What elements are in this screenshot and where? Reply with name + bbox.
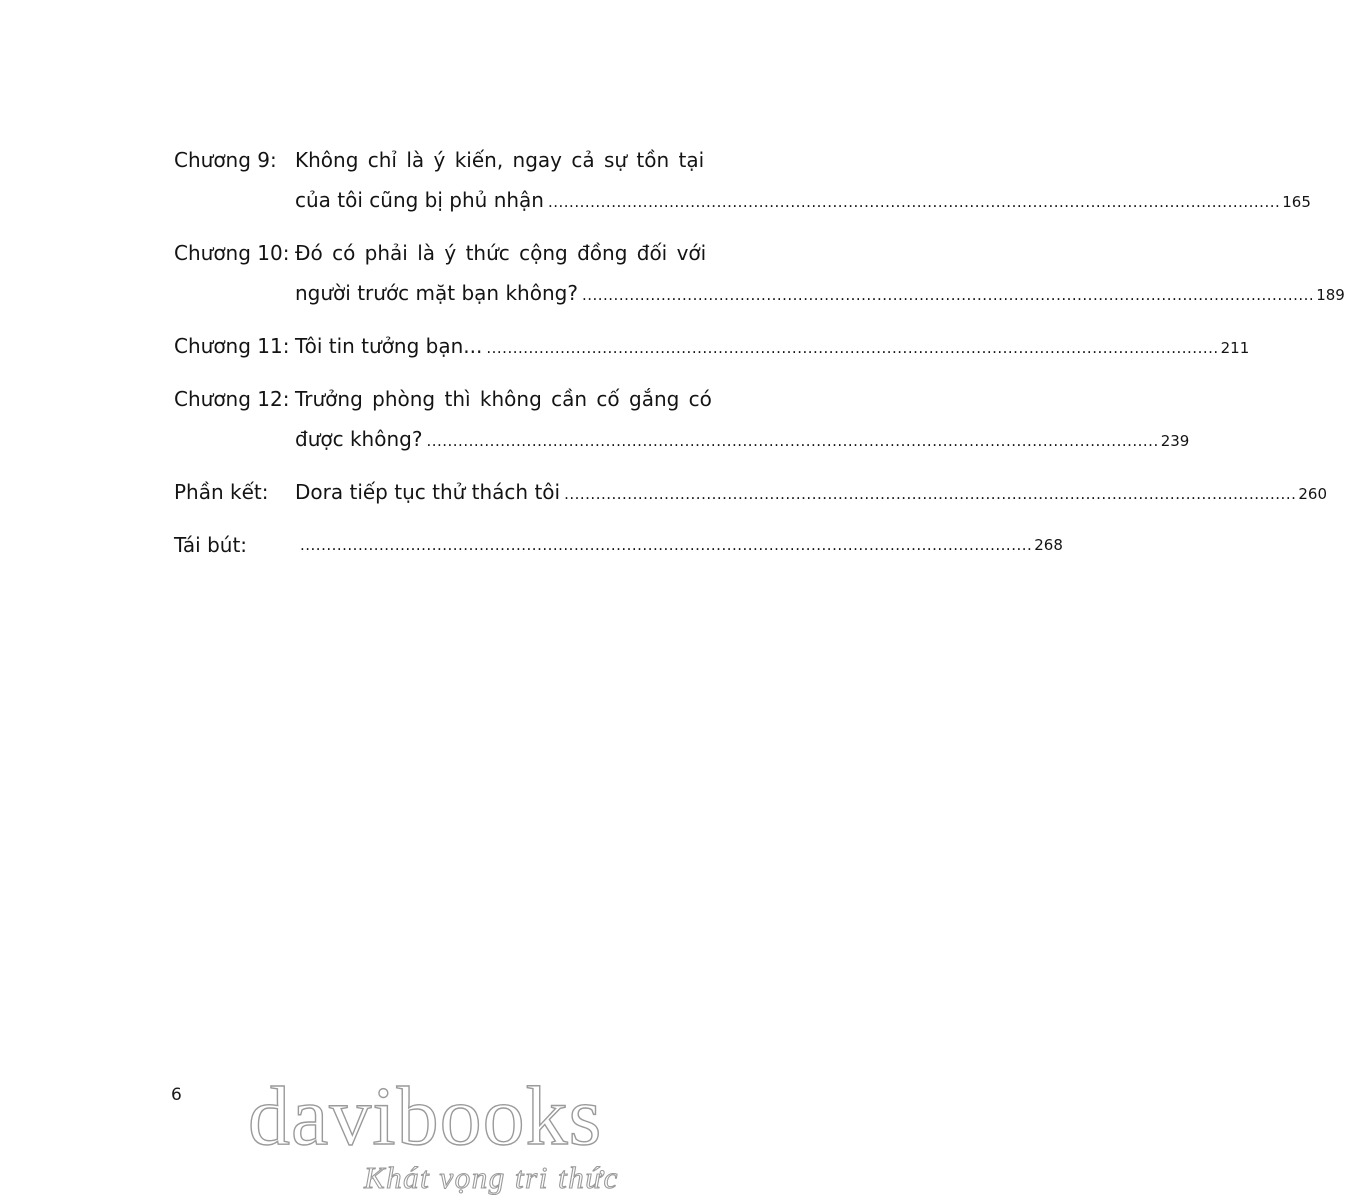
watermark-tagline: Khát vọng tri thức: [364, 1160, 619, 1195]
toc-body: [295, 525, 1063, 565]
toc-page-number: 239: [1160, 432, 1190, 450]
toc-label: Chương 10:: [174, 241, 290, 265]
toc-title-line: Không chỉ là ý kiến, ngay cả sự tồn tại: [295, 148, 705, 172]
toc-last-line: [295, 525, 1063, 565]
toc-title-end: người trước mặt bạn không?: [295, 281, 578, 305]
toc-page-number: 211: [1220, 339, 1250, 357]
toc-title-line: Đó có phải là ý thức cộng đồng đối với: [295, 241, 707, 265]
toc-last-line: [295, 273, 1345, 315]
dot-leader: ...........................................................................................................................................: [486, 339, 1219, 357]
toc-last-line: [295, 472, 1327, 514]
toc-page-number: 260: [1298, 485, 1327, 503]
toc-last-line: [295, 326, 1250, 368]
toc-title-line: Trưởng phòng thì không cần cố gắng có: [295, 387, 712, 411]
toc-body: [295, 326, 1250, 368]
toc-title-end: Tôi tin tưởng bạn...: [295, 334, 483, 358]
toc-page-number: 165: [1282, 193, 1311, 211]
dot-leader: ...........................................................................................................................................: [581, 286, 1315, 304]
toc-entry-postscript[interactable]: [174, 525, 1063, 565]
watermark-brand: davibooks: [248, 1070, 603, 1163]
toc-body: [295, 233, 1345, 315]
page-number: 6: [171, 1085, 182, 1105]
toc-title-end: của tôi cũng bị phủ nhận: [295, 188, 544, 212]
toc-last-line: [295, 180, 1311, 222]
toc-entry-chapter-12[interactable]: [174, 379, 1190, 461]
toc-entry-epilogue[interactable]: [174, 472, 1327, 514]
toc-label: Phần kết:: [174, 480, 269, 504]
toc-entry-chapter-11[interactable]: [174, 326, 1250, 368]
toc-body: [295, 379, 1190, 461]
toc-label: Chương 12:: [174, 387, 290, 411]
toc-title-end: Dora tiếp tục thử thách tôi: [295, 480, 561, 504]
toc-body: [295, 140, 1311, 222]
toc-entry-chapter-10[interactable]: [174, 233, 1345, 315]
toc-page-number: 189: [1316, 286, 1345, 304]
toc-label: Tái bút:: [174, 533, 248, 557]
table-of-contents: [174, 140, 1345, 565]
toc-entry-chapter-9[interactable]: [174, 140, 1311, 222]
dot-leader: ...........................................................................................................................................: [300, 536, 1033, 554]
toc-page-number: 268: [1034, 536, 1063, 554]
dot-leader: ...........................................................................................................................................: [426, 432, 1159, 450]
toc-label: Chương 9:: [174, 148, 277, 172]
dot-leader: ...........................................................................................................................................: [564, 485, 1297, 503]
dot-leader: ...........................................................................................................................................: [547, 193, 1281, 211]
davibooks-watermark-logo: [240, 1060, 660, 1200]
toc-label: Chương 11:: [174, 334, 290, 358]
toc-body: [295, 472, 1327, 514]
toc-title-end: được không?: [295, 427, 423, 451]
toc-last-line: [295, 419, 1190, 461]
